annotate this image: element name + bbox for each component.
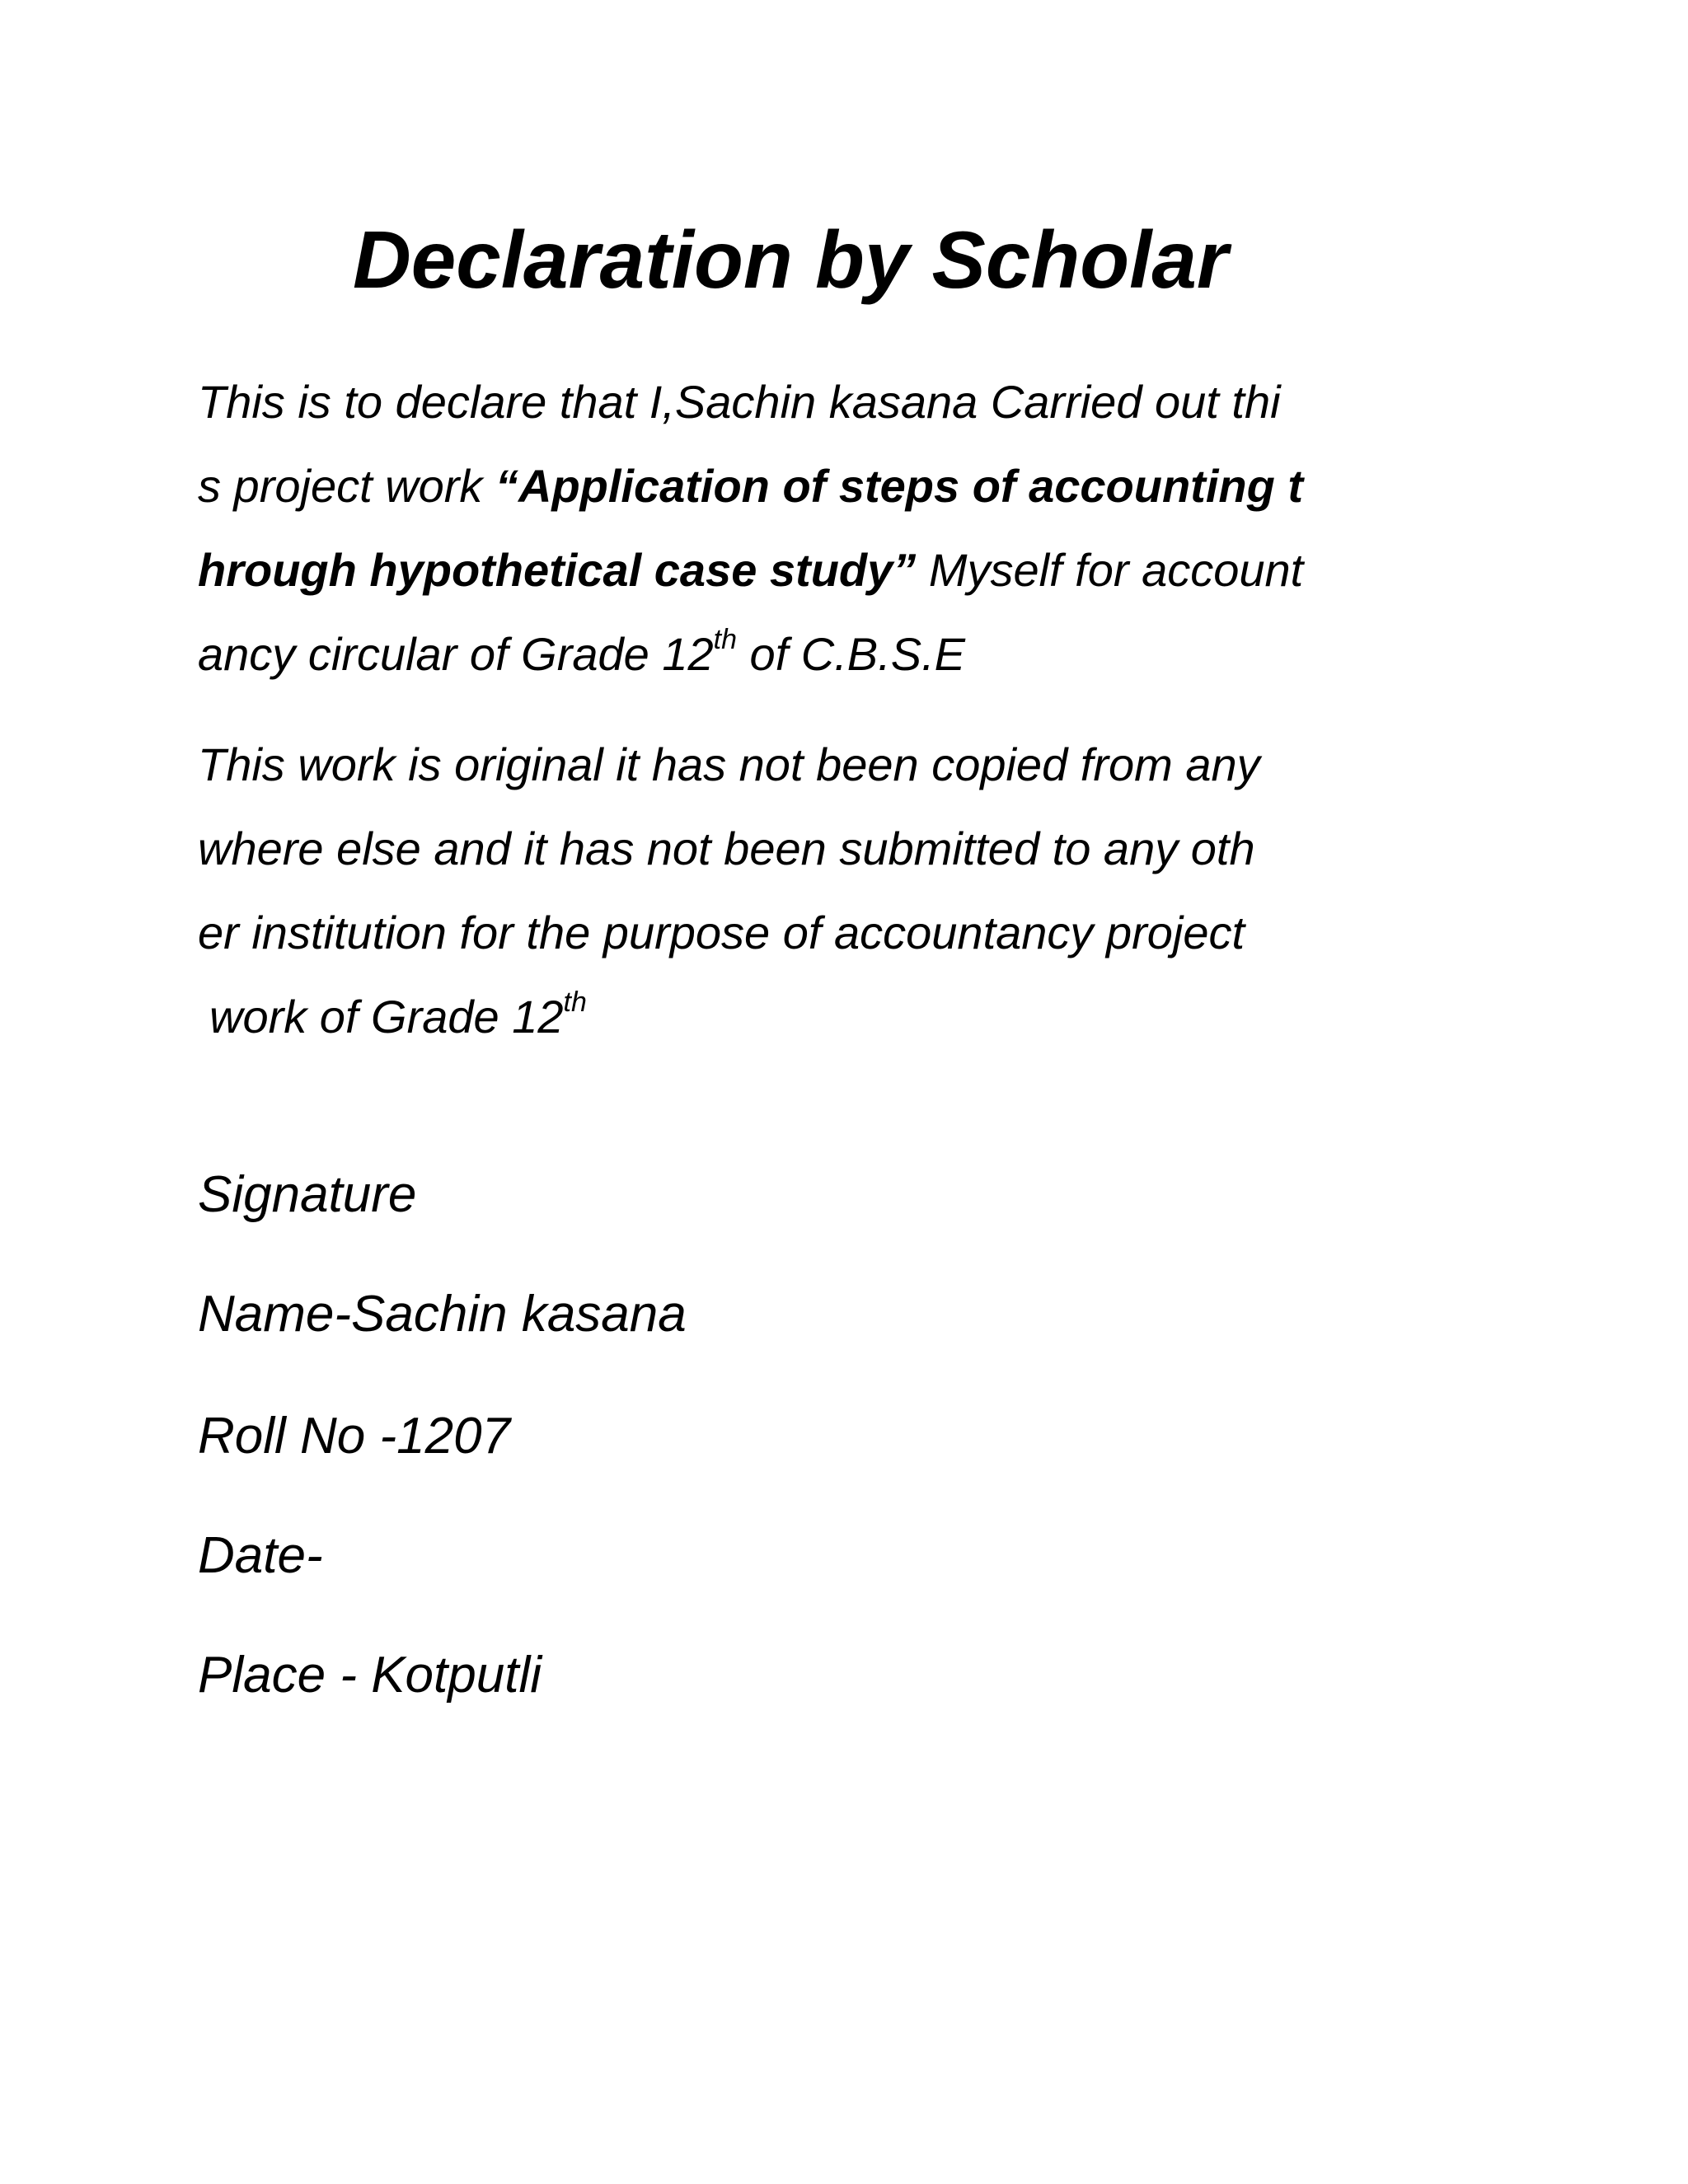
paragraph-text: ancy circular of Grade 12 xyxy=(198,628,714,680)
roll-no-field: Roll No -1207 xyxy=(198,1408,511,1465)
paragraph-line: where else and it has not been submitted to any oth xyxy=(198,823,1255,874)
page-title: Declaration by Scholar xyxy=(353,214,1229,305)
name-field: Name-Sachin kasana xyxy=(198,1286,687,1343)
paragraph-line xyxy=(198,444,1484,528)
originality-paragraph xyxy=(198,723,1484,1059)
paragraph-text: s project work xyxy=(198,460,495,512)
paragraph-line xyxy=(198,528,1484,612)
date-field: Date- xyxy=(198,1527,323,1584)
paragraph-text: Myself for account xyxy=(916,544,1304,596)
paragraph-text: work of Grade 12 xyxy=(209,991,564,1043)
paragraph-line xyxy=(198,612,1484,696)
ordinal-superscript: th xyxy=(713,624,737,655)
paragraph-line: er institution for the purpose of accountancy project xyxy=(198,907,1245,958)
paragraph-line: This work is original it has not been copied from any xyxy=(198,738,1260,790)
ordinal-superscript: th xyxy=(563,987,587,1018)
declaration-paragraph xyxy=(198,360,1484,696)
project-title-text: “Application of steps of accounting t xyxy=(495,460,1303,512)
signature-label: Signature xyxy=(198,1166,417,1223)
place-field: Place - Kotputli xyxy=(198,1647,542,1704)
paragraph-text: of C.B.S.E xyxy=(736,628,965,680)
paragraph-line xyxy=(198,975,1484,1059)
paragraph-line: This is to declare that I,Sachin kasana Carried out thi xyxy=(198,376,1281,428)
project-title-text: hrough hypothetical case study” xyxy=(198,544,917,596)
